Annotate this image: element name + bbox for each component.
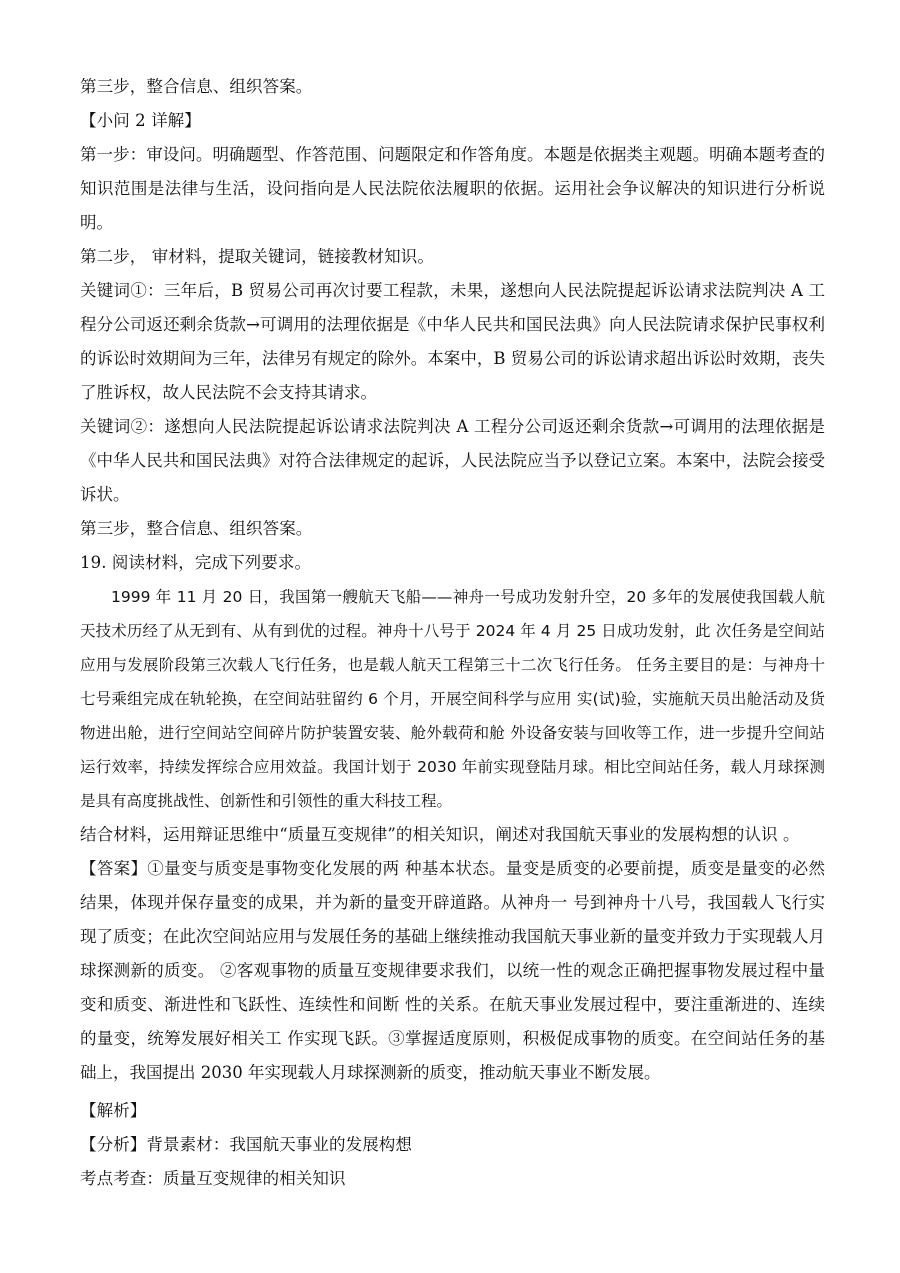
step-two-line: 第二步， 审材料，提取关键词，链接教材知识。 [80, 247, 434, 266]
sub-question-2-heading: 【小问 2 详解】 [80, 111, 201, 130]
keyword-two-paragraph: 关键词②：遂想向人民法院提起诉讼请求法院判决 A 工程分公司返还剩余货款→可调用的法理依据是《中华人民共和国民法典》对符合法律规定的起诉，人民法院应当予以登记立案。本案中，法院会接受诉状。 [80, 417, 825, 504]
exam-point-line: 考点考查：质量互变规律的相关知识 [80, 1169, 346, 1188]
keyword-one-paragraph: 关键词①：三年后，B 贸易公司再次讨要工程款，未果，遂想向人民法院提起诉讼请求法院判决 A 工程分公司返还剩余货款→可调用的法理依据是《中华人民共和国民法典》向人民法院请求保护民事权利的诉讼时效期间为三年，法律另有规定的除外。本案中，B 贸易公司的诉讼请求超出诉讼时效期，丧失了胜诉权，故人民法院不会支持其请求。 [80, 281, 825, 402]
document-page [80, 70, 825, 1196]
answer-paragraph: 【答案】①量变与质变是事物变化发展的两 种基本状态。量变是质变的必要前提，质变是量变的必然结果，体现并保存量变的成果，并为新的量变开辟道路。从神舟一 号到神舟十八号，我国载人飞行实现了质变；在此次空间站应用与发展任务的基础上继续推动我国航天事业新的量变并致力于实现载人月球探测新的质变。 ②客观事物的质量互变规律要求我们，以统一性的观念正确把握事物发展过程中量变和质变、渐进性和飞跃性、连续性和间断 性的关系。在航天事业发展过程中，要注重渐进的、连续的量变，统筹发展好相关工 作实现飞跃。③掌握适度原则，积极促成事物的质变。在空间站任务的基础上，我国提出 2030 年实现载人月球探测新的质变，推动航天事业不断发展。 [80, 859, 825, 1082]
step-three-line: 第三步，整合信息、组织答案。 [80, 77, 313, 96]
material-paragraph: 1999 年 11 月 20 日，我国第一艘航天飞船——神舟一号成功发射升空，20 多年的发展使我国载人航天技术历经了从无到有、从有到优的过程。神舟十八号于 2024 年 4 月 25 日成功发射，此 次任务是空间站应用与发展阶段第三次载人飞行任务，也是载人航天工程第三十二次飞行任务。 任务主要目的是：与神舟十七号乘组完成在轨轮换，在空间站驻留约 6 个月，开展空间科学与应用 实(试)验，实施航天员出舱活动及货物进出舱，进行空间站空间碎片防护装置安装、舱外载荷和舱 外设备安装与回收等工作，进一步提升空间站运行效率，持续发挥综合应用效益。我国计划于 2030 年前实现登陆月球。相比空间站任务，载人月球探测是具有高度挑战性、创新性和引领性的重大科技工程。 [80, 588, 825, 810]
analysis-background-line: 【分析】背景素材：我国航天事业的发展构想 [80, 1135, 412, 1154]
analysis-heading: 【解析】 [80, 1101, 147, 1120]
question-19-prompt: 结合材料，运用辩证思维中“质量互变规律”的相关知识，阐述对我国航天事业的发展构想的认识 。 [80, 825, 800, 844]
step-three-line-2: 第三步，整合信息、组织答案。 [80, 519, 313, 538]
step-one-paragraph: 第一步：审设问。明确题型、作答范围、问题限定和作答角度。本题是依据类主观题。明确本题考查的知识范围是法律与生活，设问指向是人民法院依法履职的依据。运用社会争议解决的知识进行分析说明。 [80, 145, 825, 232]
question-19-heading: 19. 阅读材料，完成下列要求。 [80, 553, 312, 572]
